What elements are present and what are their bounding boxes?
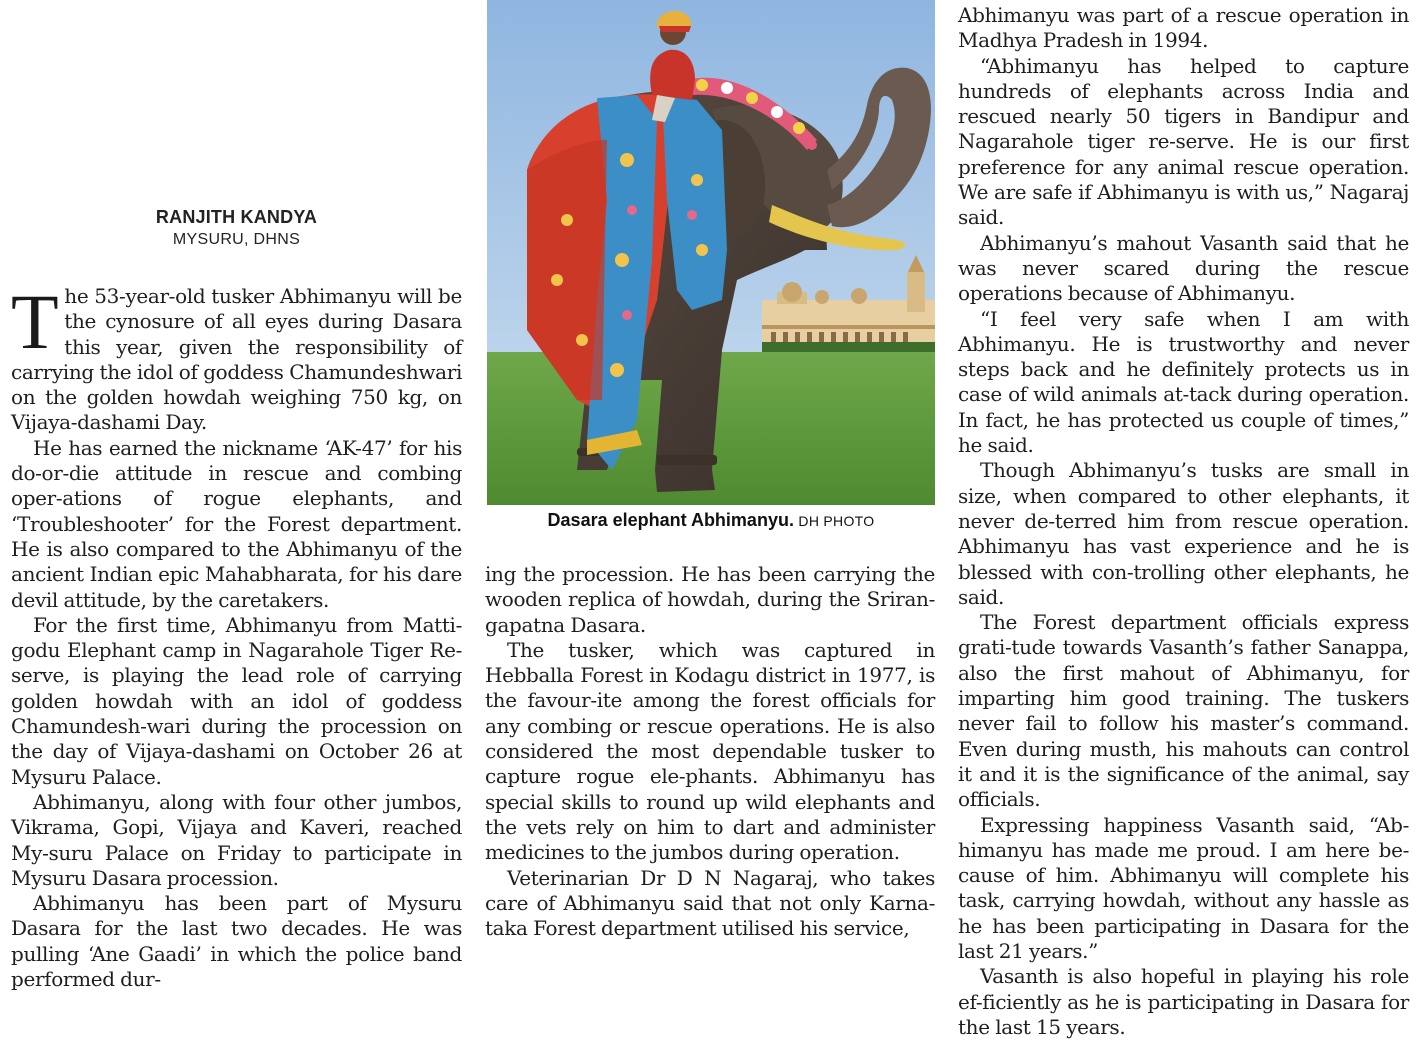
article-paragraph: Expressing happiness Vasanth said, “Ab-himanyu has made me proud. I am here be-cause of him. Abhimanyu will complete his task, carrying howdah, without any hassle as he has been participating in Dasara for the last 21 years.” — [958, 812, 1409, 963]
article-paragraph: Abhimanyu has been part of Mysuru Dasara for the last two decades. He was pulling ‘Ane Gaadi’ in which the police band performed dur- — [11, 891, 462, 992]
article-column-3 — [958, 3, 1409, 1040]
article-paragraph: For the first time, Abhimanyu from Matti-godu Elephant camp in Nagarahole Tiger Re-serve, is playing the lead role of carrying golden howdah with an idol of goddess Chamundesh-wari during the procession on the day of Vijaya-dashami on October 26 at Mysuru Palace. — [11, 612, 462, 789]
byline — [11, 205, 462, 251]
article-paragraph: The Forest department officials express grati-tude towards Vasanth’s father Sanappa, also the first mahout of Abhimanyu, for imparting him good training. The tuskers never fail to follow his master’s command. Even during musth, his mahouts can control it and it is the significance of the animal, say officials. — [958, 610, 1409, 812]
article-paragraph: He has earned the nickname ‘AK-47’ for his do-or-die attitude in rescue and combing oper-ations of rogue elephants, and ‘Troubleshooter’ for the Forest department. He is also compared to the Abhimanyu of the ancient Indian epic Mahabharata, for his dare devil attitude, by the caretakers. — [11, 435, 462, 612]
article-paragraph: “Abhimanyu has helped to capture hundreds of elephants across India and rescued nearly 50 tigers in Bandipur and Nagarahole tiger re-serve. He is our first preference for any animal rescue operation. We are safe if Abhimanyu is with us,” Nagaraj said. — [958, 53, 1409, 230]
article-paragraph: ing the procession. He has been carrying the wooden replica of howdah, during the Sriran-gapatna Dasara. — [485, 562, 935, 637]
article-paragraph: Abhimanyu’s mahout Vasanth said that he was never scared during the rescue operations because of Abhimanyu. — [958, 230, 1409, 306]
article-paragraph: The tusker, which was captured in Hebballa Forest in Kodagu district in 1977, is the favour-ite among the forest officials for any combing or rescue operations. He is also considered the most dependable tusker to capture rogue ele-phants. Abhimanyu has special skills to round up wild elephants and the vets rely on him to dart and administer medicines to the jumbos during operation. — [485, 637, 935, 865]
lead-text: he 53-year-old tusker Abhimanyu will be the cynosure of all eyes during Dasara this year, given the responsibility of carrying the idol of goddess Chamundeshwari on the golden howdah weighing 750 kg, on Vijaya-dashami Day. — [11, 284, 462, 435]
article-paragraph: Vasanth is also hopeful in playing his role ef-ficiently as he is participating in Dasara for the last 15 years. — [958, 964, 1409, 1039]
photo-credit: DH PHOTO — [798, 513, 875, 529]
article-paragraph: Veterinarian Dr D N Nagaraj, who takes care of Abhimanyu said that not only Karna-taka Forest department utilised his service, — [485, 865, 935, 941]
author-name: RANJITH KANDYA — [155, 207, 318, 227]
dateline: MYSURU, DHNS — [172, 231, 301, 248]
article-paragraph: “I feel very safe when I am with Abhimanyu. He is trustworthy and never steps back and he definitely protects us in case of wild animals at-tack during operation. In fact, he has protected us couple of times,” he said. — [958, 306, 1409, 458]
photo-caption — [487, 510, 935, 531]
article-column-1 — [11, 278, 462, 992]
article-paragraph: Though Abhimanyu’s tusks are small in size, when compared to other elephants, it never de-terred him from rescue operation. Abhimanyu has vast experience and he is blessed with con-trolling other elephants, he said. — [958, 458, 1409, 609]
caption-text: Dasara elephant Abhimanyu. — [547, 510, 794, 530]
elephant-photo — [487, 0, 935, 505]
article-paragraph: Abhimanyu was part of a rescue operation in Madhya Pradesh in 1994. — [958, 3, 1409, 53]
article-paragraph — [11, 278, 462, 436]
article-paragraph: Abhimanyu, along with four other jumbos, Vikrama, Gopi, Vijaya and Kaveri, reached My-suru Palace on Friday to participate in Mysuru Dasara procession. — [11, 789, 462, 890]
drop-cap: T — [11, 278, 59, 365]
article-column-2 — [485, 562, 935, 941]
